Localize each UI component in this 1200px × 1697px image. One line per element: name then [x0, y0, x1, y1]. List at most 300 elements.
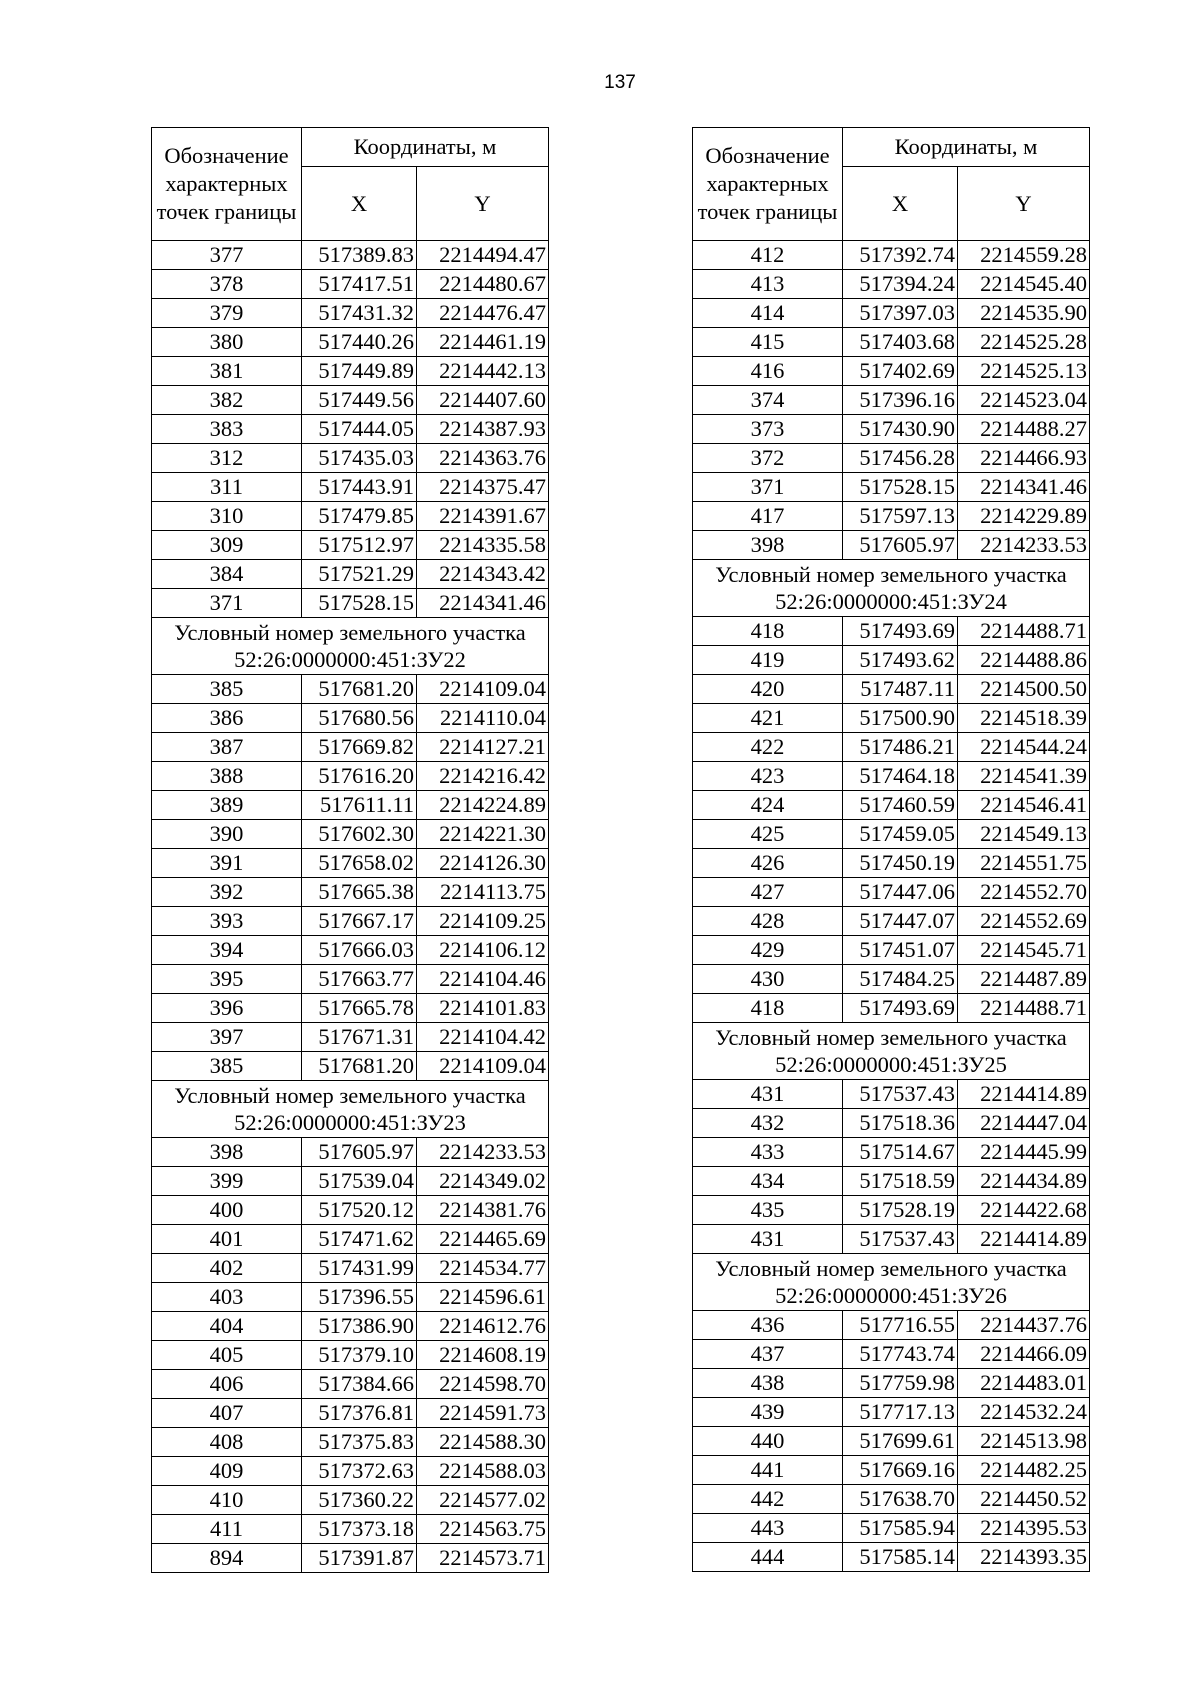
table-row	[693, 1456, 1090, 1485]
y-cell: 2214113.75	[417, 878, 549, 907]
point-cell: 374	[693, 386, 843, 415]
table-row	[152, 1167, 549, 1196]
point-cell: 404	[152, 1312, 302, 1341]
table-row	[152, 1052, 549, 1081]
y-cell: 2214480.67	[417, 270, 549, 299]
x-cell: 517440.26	[302, 328, 417, 357]
table-row	[152, 1312, 549, 1341]
x-cell: 517699.61	[843, 1427, 958, 1456]
point-cell: 382	[152, 386, 302, 415]
table-row	[152, 473, 549, 502]
y-cell: 2214104.42	[417, 1023, 549, 1052]
y-cell: 2214381.76	[417, 1196, 549, 1225]
x-cell: 517384.66	[302, 1370, 417, 1399]
point-cell: 378	[152, 270, 302, 299]
x-cell: 517447.07	[843, 907, 958, 936]
x-cell: 517430.90	[843, 415, 958, 444]
table-row	[693, 531, 1090, 560]
x-cell: 517450.19	[843, 849, 958, 878]
section-header-row	[693, 1254, 1090, 1311]
x-cell: 517520.12	[302, 1196, 417, 1225]
y-cell: 2214525.13	[958, 357, 1090, 386]
table-row	[152, 849, 549, 878]
point-cell: 403	[152, 1283, 302, 1312]
y-cell: 2214341.46	[417, 589, 549, 618]
y-cell: 2214544.24	[958, 733, 1090, 762]
point-cell: 381	[152, 357, 302, 386]
x-cell: 517537.43	[843, 1225, 958, 1254]
table-row	[693, 704, 1090, 733]
point-cell: 437	[693, 1340, 843, 1369]
x-cell: 517759.98	[843, 1369, 958, 1398]
point-cell: 398	[693, 531, 843, 560]
table-row	[693, 1080, 1090, 1109]
x-cell: 517451.07	[843, 936, 958, 965]
point-cell: 420	[693, 675, 843, 704]
point-cell: 380	[152, 328, 302, 357]
table-row	[693, 1225, 1090, 1254]
table-row	[693, 241, 1090, 270]
y-cell: 2214612.76	[417, 1312, 549, 1341]
table-row	[693, 849, 1090, 878]
x-cell: 517403.68	[843, 328, 958, 357]
x-cell: 517386.90	[302, 1312, 417, 1341]
y-cell: 2214447.04	[958, 1109, 1090, 1138]
point-cell: 373	[693, 415, 843, 444]
y-cell: 2214466.93	[958, 444, 1090, 473]
point-cell: 428	[693, 907, 843, 936]
point-cell: 421	[693, 704, 843, 733]
point-cell: 372	[693, 444, 843, 473]
y-cell: 2214106.12	[417, 936, 549, 965]
table-row	[693, 502, 1090, 531]
y-cell: 2214546.41	[958, 791, 1090, 820]
point-cell: 384	[152, 560, 302, 589]
point-cell: 399	[152, 1167, 302, 1196]
y-cell: 2214109.25	[417, 907, 549, 936]
y-cell: 2214598.70	[417, 1370, 549, 1399]
x-cell: 517444.05	[302, 415, 417, 444]
x-cell: 517435.03	[302, 444, 417, 473]
point-cell: 429	[693, 936, 843, 965]
table-row	[152, 502, 549, 531]
point-cell: 417	[693, 502, 843, 531]
table-row	[152, 675, 549, 704]
coordinates-header: Координаты, м	[302, 128, 549, 167]
point-cell: 386	[152, 704, 302, 733]
y-cell: 2214573.71	[417, 1544, 549, 1573]
table-row	[693, 1311, 1090, 1340]
x-cell: 517456.28	[843, 444, 958, 473]
y-cell: 2214407.60	[417, 386, 549, 415]
table-row	[693, 994, 1090, 1023]
point-cell: 394	[152, 936, 302, 965]
y-cell: 2214375.47	[417, 473, 549, 502]
x-cell: 517431.99	[302, 1254, 417, 1283]
y-cell: 2214437.76	[958, 1311, 1090, 1340]
y-cell: 2214551.75	[958, 849, 1090, 878]
table-row	[152, 386, 549, 415]
point-cell: 434	[693, 1167, 843, 1196]
x-cell: 517375.83	[302, 1428, 417, 1457]
x-cell: 517667.17	[302, 907, 417, 936]
x-cell: 517372.63	[302, 1457, 417, 1486]
point-cell: 415	[693, 328, 843, 357]
point-cell: 387	[152, 733, 302, 762]
x-cell: 517391.87	[302, 1544, 417, 1573]
y-cell: 2214545.40	[958, 270, 1090, 299]
x-cell: 517611.11	[302, 791, 417, 820]
y-cell: 2214596.61	[417, 1283, 549, 1312]
point-cell: 385	[152, 675, 302, 704]
point-cell: 397	[152, 1023, 302, 1052]
point-cell: 312	[152, 444, 302, 473]
table-row	[693, 299, 1090, 328]
x-cell: 517443.91	[302, 473, 417, 502]
table-body-left	[152, 241, 549, 1573]
point-cell: 436	[693, 1311, 843, 1340]
y-cell: 2214104.46	[417, 965, 549, 994]
point-cell: 431	[693, 1080, 843, 1109]
x-cell: 517681.20	[302, 1052, 417, 1081]
table-row	[693, 675, 1090, 704]
point-cell: 390	[152, 820, 302, 849]
y-cell: 2214422.68	[958, 1196, 1090, 1225]
point-cell: 393	[152, 907, 302, 936]
x-cell: 517638.70	[843, 1485, 958, 1514]
y-cell: 2214343.42	[417, 560, 549, 589]
y-cell: 2214552.70	[958, 878, 1090, 907]
x-cell: 517605.97	[843, 531, 958, 560]
point-cell: 416	[693, 357, 843, 386]
point-cell: 377	[152, 241, 302, 270]
point-cell: 430	[693, 965, 843, 994]
table-row	[152, 994, 549, 1023]
y-cell: 2214525.28	[958, 328, 1090, 357]
table-row	[693, 617, 1090, 646]
table-row	[693, 820, 1090, 849]
y-cell: 2214488.86	[958, 646, 1090, 675]
section-header-row	[152, 1081, 549, 1138]
point-cell: 442	[693, 1485, 843, 1514]
y-cell: 2214363.76	[417, 444, 549, 473]
table-row	[152, 791, 549, 820]
point-cell: 309	[152, 531, 302, 560]
x-column-header: X	[843, 167, 958, 241]
point-cell: 410	[152, 1486, 302, 1515]
table-row	[152, 1023, 549, 1052]
point-cell: 311	[152, 473, 302, 502]
y-cell: 2214482.25	[958, 1456, 1090, 1485]
table-row	[152, 1138, 549, 1167]
x-cell: 517528.15	[843, 473, 958, 502]
point-cell: 431	[693, 1225, 843, 1254]
table-row	[693, 328, 1090, 357]
x-cell: 517402.69	[843, 357, 958, 386]
x-cell: 517585.94	[843, 1514, 958, 1543]
y-cell: 2214500.50	[958, 675, 1090, 704]
point-cell: 418	[693, 617, 843, 646]
table-row	[693, 473, 1090, 502]
y-cell: 2214545.71	[958, 936, 1090, 965]
table-row	[693, 1340, 1090, 1369]
point-cell: 405	[152, 1341, 302, 1370]
x-cell: 517486.21	[843, 733, 958, 762]
point-cell: 894	[152, 1544, 302, 1573]
y-cell: 2214395.53	[958, 1514, 1090, 1543]
y-cell: 2214414.89	[958, 1080, 1090, 1109]
x-cell: 517460.59	[843, 791, 958, 820]
point-cell: 401	[152, 1225, 302, 1254]
x-cell: 517616.20	[302, 762, 417, 791]
point-cell: 427	[693, 878, 843, 907]
table-row	[693, 878, 1090, 907]
section-header-row	[152, 618, 549, 675]
table-row	[693, 1369, 1090, 1398]
point-cell: 411	[152, 1515, 302, 1544]
x-cell: 517449.56	[302, 386, 417, 415]
point-cell: 443	[693, 1514, 843, 1543]
x-cell: 517487.11	[843, 675, 958, 704]
x-cell: 517493.62	[843, 646, 958, 675]
point-cell: 385	[152, 1052, 302, 1081]
y-cell: 2214591.73	[417, 1399, 549, 1428]
point-column-header: Обозначение характерных точек границы	[152, 128, 302, 241]
x-cell: 517663.77	[302, 965, 417, 994]
y-cell: 2214588.30	[417, 1428, 549, 1457]
x-cell: 517459.05	[843, 820, 958, 849]
table-row	[152, 1399, 549, 1428]
point-cell: 389	[152, 791, 302, 820]
x-cell: 517394.24	[843, 270, 958, 299]
table-row	[152, 241, 549, 270]
y-cell: 2214523.04	[958, 386, 1090, 415]
y-cell: 2214513.98	[958, 1427, 1090, 1456]
table-row	[693, 270, 1090, 299]
point-cell: 392	[152, 878, 302, 907]
y-cell: 2214387.93	[417, 415, 549, 444]
y-cell: 2214541.39	[958, 762, 1090, 791]
table-row	[152, 1370, 549, 1399]
y-cell: 2214559.28	[958, 241, 1090, 270]
coordinates-table-left	[151, 127, 549, 1573]
x-cell: 517539.04	[302, 1167, 417, 1196]
table-row	[152, 1457, 549, 1486]
table-row	[693, 791, 1090, 820]
y-cell: 2214466.09	[958, 1340, 1090, 1369]
y-cell: 2214233.53	[958, 531, 1090, 560]
y-cell: 2214488.71	[958, 994, 1090, 1023]
y-cell: 2214450.52	[958, 1485, 1090, 1514]
y-cell: 2214488.71	[958, 617, 1090, 646]
x-cell: 517680.56	[302, 704, 417, 733]
point-cell: 413	[693, 270, 843, 299]
point-cell: 371	[152, 589, 302, 618]
y-cell: 2214487.89	[958, 965, 1090, 994]
table-row	[152, 1515, 549, 1544]
y-cell: 2214229.89	[958, 502, 1090, 531]
y-cell: 2214445.99	[958, 1138, 1090, 1167]
x-cell: 517681.20	[302, 675, 417, 704]
table-row	[152, 299, 549, 328]
y-cell: 2214465.69	[417, 1225, 549, 1254]
y-cell: 2214341.46	[958, 473, 1090, 502]
point-cell: 426	[693, 849, 843, 878]
table-row	[693, 1109, 1090, 1138]
page-number: 137	[604, 72, 636, 93]
y-cell: 2214391.67	[417, 502, 549, 531]
point-cell: 388	[152, 762, 302, 791]
y-cell: 2214393.35	[958, 1543, 1090, 1572]
point-cell: 408	[152, 1428, 302, 1457]
x-cell: 517464.18	[843, 762, 958, 791]
y-cell: 2214577.02	[417, 1486, 549, 1515]
point-cell: 440	[693, 1427, 843, 1456]
x-cell: 517493.69	[843, 617, 958, 646]
land-plot-number: Условный номер земельного участка 52:26:0000000:451:ЗУ22	[152, 618, 549, 675]
point-column-header: Обозначение характерных точек границы	[693, 128, 843, 241]
x-cell: 517373.18	[302, 1515, 417, 1544]
section-header-row	[693, 560, 1090, 617]
x-cell: 517431.32	[302, 299, 417, 328]
table-row	[152, 1486, 549, 1515]
point-cell: 432	[693, 1109, 843, 1138]
point-cell: 379	[152, 299, 302, 328]
y-cell: 2214434.89	[958, 1167, 1090, 1196]
point-cell: 402	[152, 1254, 302, 1283]
table-row	[152, 936, 549, 965]
x-cell: 517514.67	[843, 1138, 958, 1167]
x-cell: 517521.29	[302, 560, 417, 589]
x-cell: 517743.74	[843, 1340, 958, 1369]
table-row	[693, 1398, 1090, 1427]
y-cell: 2214588.03	[417, 1457, 549, 1486]
table-row	[693, 1543, 1090, 1572]
point-cell: 424	[693, 791, 843, 820]
y-cell: 2214126.30	[417, 849, 549, 878]
point-cell: 439	[693, 1398, 843, 1427]
point-cell: 422	[693, 733, 843, 762]
y-cell: 2214494.47	[417, 241, 549, 270]
table-row	[152, 733, 549, 762]
point-cell: 371	[693, 473, 843, 502]
point-cell: 425	[693, 820, 843, 849]
table-row	[152, 1544, 549, 1573]
point-cell: 419	[693, 646, 843, 675]
y-cell: 2214233.53	[417, 1138, 549, 1167]
table-row	[693, 936, 1090, 965]
x-cell: 517602.30	[302, 820, 417, 849]
x-cell: 517379.10	[302, 1341, 417, 1370]
table-row	[152, 357, 549, 386]
point-cell: 435	[693, 1196, 843, 1225]
x-cell: 517447.06	[843, 878, 958, 907]
y-cell: 2214216.42	[417, 762, 549, 791]
y-cell: 2214563.75	[417, 1515, 549, 1544]
table-row	[693, 907, 1090, 936]
table-row	[152, 1341, 549, 1370]
table-row	[152, 270, 549, 299]
x-cell: 517484.25	[843, 965, 958, 994]
x-cell: 517669.16	[843, 1456, 958, 1485]
x-cell: 517671.31	[302, 1023, 417, 1052]
table-row	[693, 1196, 1090, 1225]
y-cell: 2214442.13	[417, 357, 549, 386]
point-cell: 391	[152, 849, 302, 878]
land-plot-number: Условный номер земельного участка 52:26:0000000:451:ЗУ26	[693, 1254, 1090, 1311]
table-row	[693, 357, 1090, 386]
y-cell: 2214535.90	[958, 299, 1090, 328]
table-row	[693, 646, 1090, 675]
point-cell: 409	[152, 1457, 302, 1486]
x-cell: 517605.97	[302, 1138, 417, 1167]
y-cell: 2214549.13	[958, 820, 1090, 849]
table-row	[152, 878, 549, 907]
x-cell: 517449.89	[302, 357, 417, 386]
x-cell: 517518.59	[843, 1167, 958, 1196]
table-row	[152, 1428, 549, 1457]
table-row	[693, 1138, 1090, 1167]
point-cell: 441	[693, 1456, 843, 1485]
section-header-row	[693, 1023, 1090, 1080]
x-column-header: X	[302, 167, 417, 241]
x-cell: 517376.81	[302, 1399, 417, 1428]
y-cell: 2214488.27	[958, 415, 1090, 444]
table-row	[152, 1283, 549, 1312]
y-cell: 2214532.24	[958, 1398, 1090, 1427]
x-cell: 517493.69	[843, 994, 958, 1023]
x-cell: 517360.22	[302, 1486, 417, 1515]
table-row	[693, 386, 1090, 415]
coordinates-table-right	[692, 127, 1090, 1572]
table-row	[152, 415, 549, 444]
point-cell: 412	[693, 241, 843, 270]
x-cell: 517479.85	[302, 502, 417, 531]
table-row	[152, 1196, 549, 1225]
x-cell: 517389.83	[302, 241, 417, 270]
y-cell: 2214349.02	[417, 1167, 549, 1196]
y-cell: 2214110.04	[417, 704, 549, 733]
table-row	[693, 965, 1090, 994]
y-cell: 2214101.83	[417, 994, 549, 1023]
x-cell: 517665.78	[302, 994, 417, 1023]
land-plot-number: Условный номер земельного участка 52:26:0000000:451:ЗУ23	[152, 1081, 549, 1138]
point-cell: 383	[152, 415, 302, 444]
y-cell: 2214552.69	[958, 907, 1090, 936]
table-row	[693, 444, 1090, 473]
point-cell: 310	[152, 502, 302, 531]
y-cell: 2214224.89	[417, 791, 549, 820]
table-row	[152, 907, 549, 936]
table-row	[152, 820, 549, 849]
x-cell: 517665.38	[302, 878, 417, 907]
table-row	[693, 1514, 1090, 1543]
table-row	[693, 762, 1090, 791]
point-cell: 438	[693, 1369, 843, 1398]
table-row	[152, 531, 549, 560]
x-cell: 517471.62	[302, 1225, 417, 1254]
y-column-header: Y	[958, 167, 1090, 241]
y-cell: 2214461.19	[417, 328, 549, 357]
x-cell: 517669.82	[302, 733, 417, 762]
table-row	[693, 1167, 1090, 1196]
x-cell: 517397.03	[843, 299, 958, 328]
x-cell: 517666.03	[302, 936, 417, 965]
y-cell: 2214335.58	[417, 531, 549, 560]
y-cell: 2214476.47	[417, 299, 549, 328]
coordinates-header: Координаты, м	[843, 128, 1090, 167]
x-cell: 517716.55	[843, 1311, 958, 1340]
